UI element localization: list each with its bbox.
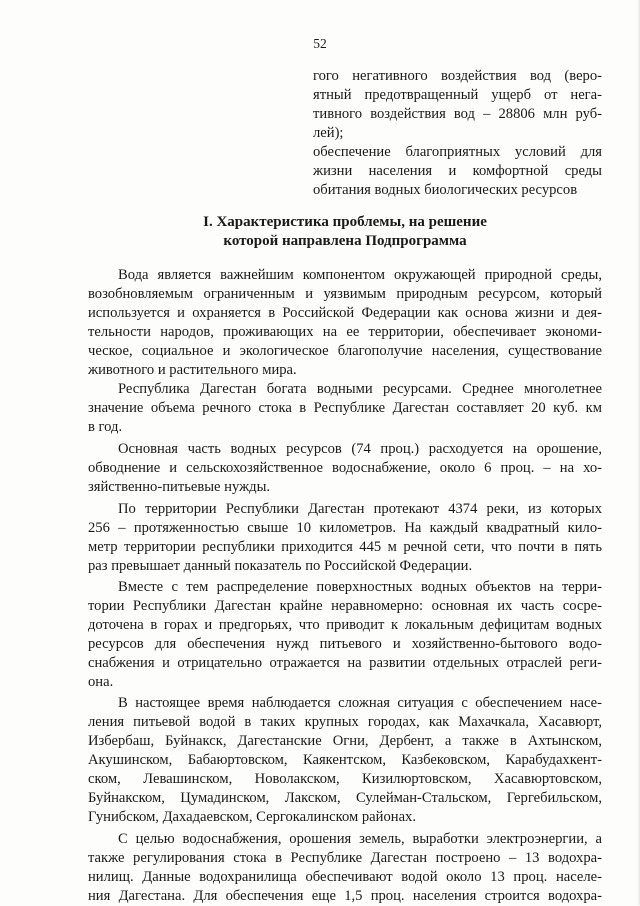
list-line: гого негативного воздействия вод (веро- [313, 68, 602, 84]
body-line: доточена в горах и предгорьях, что приводит к локальным дефицитам водных [88, 617, 602, 633]
body-line: Республика Дагестан богата водными ресурсами. Среднее многолетнее [118, 381, 602, 397]
list-line: лей); [313, 125, 344, 141]
body-line: значение объема речного стока в Республике Дагестан составляет 20 куб. км [88, 400, 602, 416]
body-line: она. [88, 674, 114, 690]
body-line: тории Республики Дагестан крайне неравномерно: основная их часть сосре- [88, 598, 602, 614]
body-line: Буйнакском, Цумадинском, Лакском, Сулейман-Стальском, Гергебильском, [88, 790, 602, 806]
body-line: нилищ. Данные водохранилища обеспечивают водой около 13 проц. населе- [88, 869, 602, 885]
body-line: Вместе с тем распределение поверхностных водных объектов на терри- [118, 579, 602, 595]
body-line: обводнение и сельскохозяйственное водоснабжение, около 6 проц. – на хо- [88, 460, 602, 476]
body-line: ческое, социальное и экологическое благополучие населения, существование [88, 343, 602, 359]
page-number: 52 [313, 36, 327, 51]
heading-line: которой направлена Подпрограмма [223, 233, 467, 249]
body-line: Избербаш, Буйнакск, Дагестанские Огни, Дербент, а также в Ахтынском, [88, 733, 602, 749]
body-line: Основная часть водных ресурсов (74 проц.) расходуется на орошение, [118, 441, 602, 457]
body-line: метр территории республики приходится 445 м речной сети, что почти в пять [88, 539, 602, 555]
body-line: По территории Республики Дагестан протекают 4374 реки, из которых [118, 501, 602, 517]
body-line: 256 – протяженностью свыше 10 километров. На каждый квадратный кило- [88, 520, 602, 536]
body-line: ресурсов для обеспечения нужд питьевого и хозяйственно-бытового водо- [88, 636, 602, 652]
body-line: ском, Левашинском, Новолакском, Кизилюртовском, Хасавюртовском, [88, 771, 602, 787]
body-line: Вода является важнейшим компонентом окружающей природной среды, [118, 267, 602, 283]
body-line: животного и растительного мира. [88, 362, 297, 378]
body-line: Гунибском, Дахадаевском, Сергокалинском районах. [88, 809, 417, 825]
body-line: ния Дагестана. Для обеспечения еще 1,5 проц. населения строится водохра- [88, 888, 602, 904]
list-line: обеспечение благоприятных условий для [313, 144, 602, 160]
body-line: раз превышает данный показатель по Российской Федерации. [88, 558, 473, 574]
body-line: ления питьевой водой в таких крупных городах, как Махачкала, Хасавюрт, [88, 714, 602, 730]
body-line: тельности народов, проживающих на ее территории, обеспечивает экономи- [88, 324, 602, 340]
list-line: жизни населения и комфортной среды [313, 163, 602, 179]
body-line: С целью водоснабжения, орошения земель, выработки электроэнергии, а [118, 831, 602, 847]
body-line: используется и охраняется в Российской Федерации как основа жизни и дея- [88, 305, 602, 321]
list-line: тивного воздействия вод – 28806 млн руб- [313, 106, 602, 122]
body-line: Акушинском, Бабаюртовском, Каякентском, Казбековском, Карабудахкент- [88, 752, 602, 768]
list-line: обитания водных биологических ресурсов [313, 182, 578, 198]
body-line: снабжения и отрицательно отражается на развитии отдельных отраслей реги- [88, 655, 602, 671]
body-line: возобновляемым ограниченным и уязвимым природным ресурсом, который [88, 286, 602, 302]
body-line: зяйственно-питьевые нужды. [88, 479, 271, 495]
heading-line: I. Характеристика проблемы, на решение [203, 214, 487, 230]
list-line: ятный предотвращенный ущерб от нега- [313, 87, 602, 103]
body-line: также регулирования стока в Республике Дагестан построено – 13 водохра- [88, 850, 602, 866]
body-line: в год. [88, 419, 123, 435]
body-line: В настоящее время наблюдается сложная ситуация с обеспечением насе- [118, 695, 602, 711]
